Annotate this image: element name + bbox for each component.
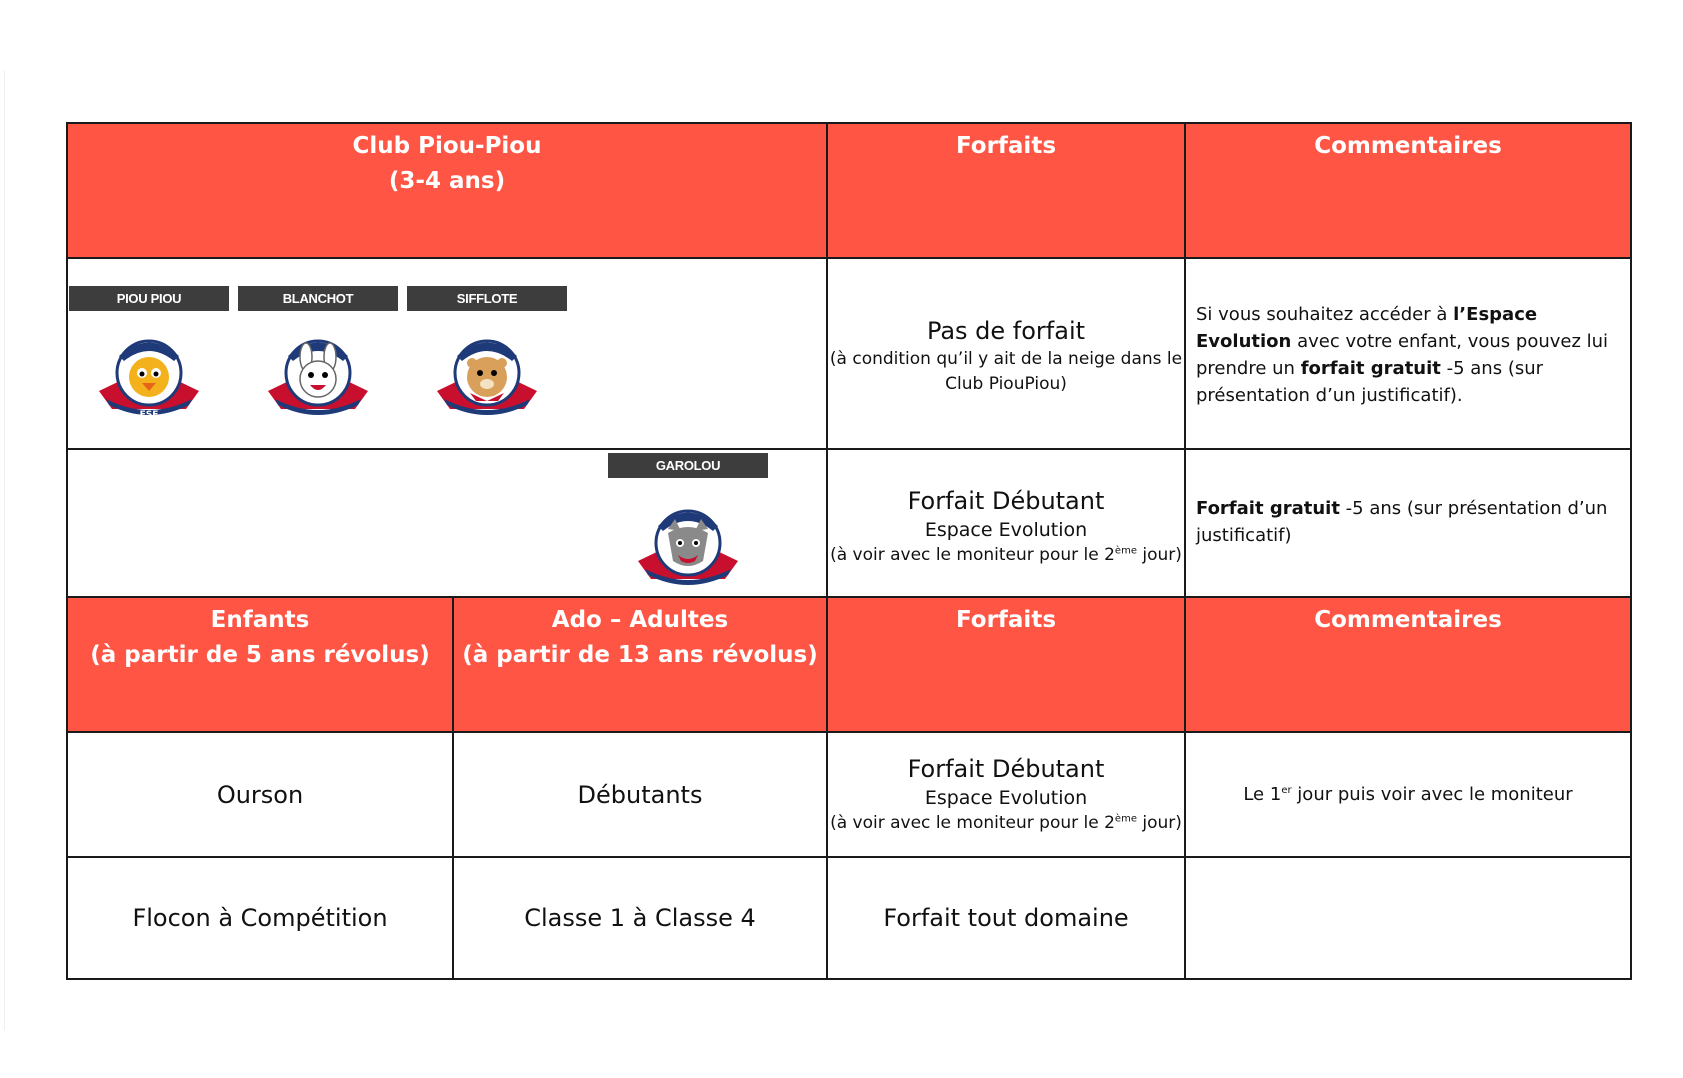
- comment-text-part1: Si vous souhaitez accéder à: [1196, 303, 1454, 325]
- row-garolou-forfait: [828, 450, 1184, 596]
- row-flocon-comment: [1186, 858, 1630, 978]
- ski-pass-table: [66, 122, 1632, 980]
- grid-line: [68, 856, 1630, 858]
- mascot-tag-sifflote: SIFFLOTE: [407, 286, 567, 311]
- header-club-title: Club Piou-Piou: [352, 133, 542, 159]
- forfait-sub-espace-evolution-2: Espace Evolution: [924, 787, 1088, 809]
- mascot-badge-text: ESF: [139, 410, 159, 420]
- forfait-note-moniteur-2: (à voir avec le moniteur pour le 2ème jour): [830, 813, 1182, 833]
- row-club-comment: [1186, 259, 1630, 448]
- forfait-note-moniteur: (à voir avec le moniteur pour le 2ème jour): [830, 544, 1182, 565]
- comment-forfait-gratuit: forfait gratuit: [1300, 357, 1441, 379]
- forfait-sub-espace-evolution: Espace Evolution: [924, 518, 1088, 541]
- comment-forfait-gratuit-2: Forfait gratuit: [1196, 498, 1340, 519]
- row-garolou: [68, 450, 826, 596]
- chick-mascot-icon: [94, 321, 204, 421]
- row-club-forfait: [828, 259, 1184, 448]
- forfait-title-pas-de-forfait: Pas de forfait: [926, 316, 1086, 345]
- header-ado-age: (à partir de 13 ans révolus): [462, 642, 818, 668]
- grid-line: [68, 731, 1630, 733]
- comment-justificatif: -5 ans (sur présentation d’un justificatif): [1196, 498, 1608, 546]
- header-commentaires: [1186, 124, 1630, 257]
- row-flocon-ado: Classe 1 à Classe 4: [524, 904, 756, 932]
- ourson-comment-text: Le 1er jour puis voir avec le moniteur: [1243, 784, 1573, 805]
- grid-line: [826, 124, 828, 978]
- page-edge: [4, 70, 5, 1030]
- row-ourson-ado: Débutants: [577, 780, 703, 809]
- forfait-title-debutant-2: Forfait Débutant: [907, 755, 1105, 783]
- comment-espace-evolution: l’Espace Evolution: [1196, 303, 1538, 352]
- header-ado-adultes: [454, 598, 826, 731]
- grid-line: [1184, 124, 1186, 978]
- row-flocon-forfait: Forfait tout domaine: [883, 904, 1129, 932]
- header-forfaits-2-label: Forfaits: [955, 607, 1057, 633]
- header-club-piou-piou: [68, 124, 826, 257]
- comment-text-part2: avec votre enfant, vous pouvez lui prendre un: [1196, 330, 1609, 379]
- row-ourson-comment: [1186, 733, 1630, 856]
- header-enfants: [68, 598, 452, 731]
- header-ado-title: Ado – Adultes: [551, 607, 729, 633]
- header-forfaits: [828, 124, 1184, 257]
- mascot-tag-garolou: GAROLOU: [608, 453, 768, 478]
- garolou-comment-text: [1196, 495, 1620, 549]
- header-enfants-title: Enfants: [210, 607, 310, 633]
- row-ourson-forfait: [828, 733, 1184, 856]
- row-club-mascots: [68, 259, 826, 448]
- header-commentaires-label: Commentaires: [1314, 133, 1502, 159]
- header-commentaires-2: [1186, 598, 1630, 731]
- mascot-tag-blanchot: BLANCHOT: [238, 286, 398, 311]
- forfait-note-line1: (à condition qu’il y ait de la neige dans le: [829, 348, 1183, 369]
- rabbit-mascot-icon: [263, 321, 373, 421]
- header-forfaits-label: Forfaits: [955, 133, 1057, 159]
- comment-text-part3: -5 ans (sur présentation d’un justificatif).: [1196, 357, 1544, 406]
- forfait-note-line2: Club PiouPiou): [945, 373, 1067, 394]
- marmot-mascot-icon: [432, 321, 542, 421]
- grid-line: [68, 257, 1630, 259]
- grid-line: [452, 596, 454, 978]
- mascot-tag-piou-piou: PIOU PIOU: [69, 286, 229, 311]
- header-commentaires-2-label: Commentaires: [1314, 607, 1502, 633]
- wolf-mascot-icon: [633, 488, 743, 594]
- grid-line: [68, 448, 1630, 450]
- row-ourson-enfants: Ourson: [216, 780, 304, 809]
- grid-line: [68, 596, 1630, 598]
- header-forfaits-2: [828, 598, 1184, 731]
- row-flocon-enfants: Flocon à Compétition: [132, 904, 388, 932]
- header-enfants-age: (à partir de 5 ans révolus): [90, 642, 430, 668]
- club-comment-text: [1196, 301, 1620, 409]
- forfait-title-debutant: Forfait Débutant: [907, 486, 1105, 515]
- row-garolou-comment: [1186, 450, 1630, 596]
- header-club-age: (3-4 ans): [388, 168, 506, 194]
